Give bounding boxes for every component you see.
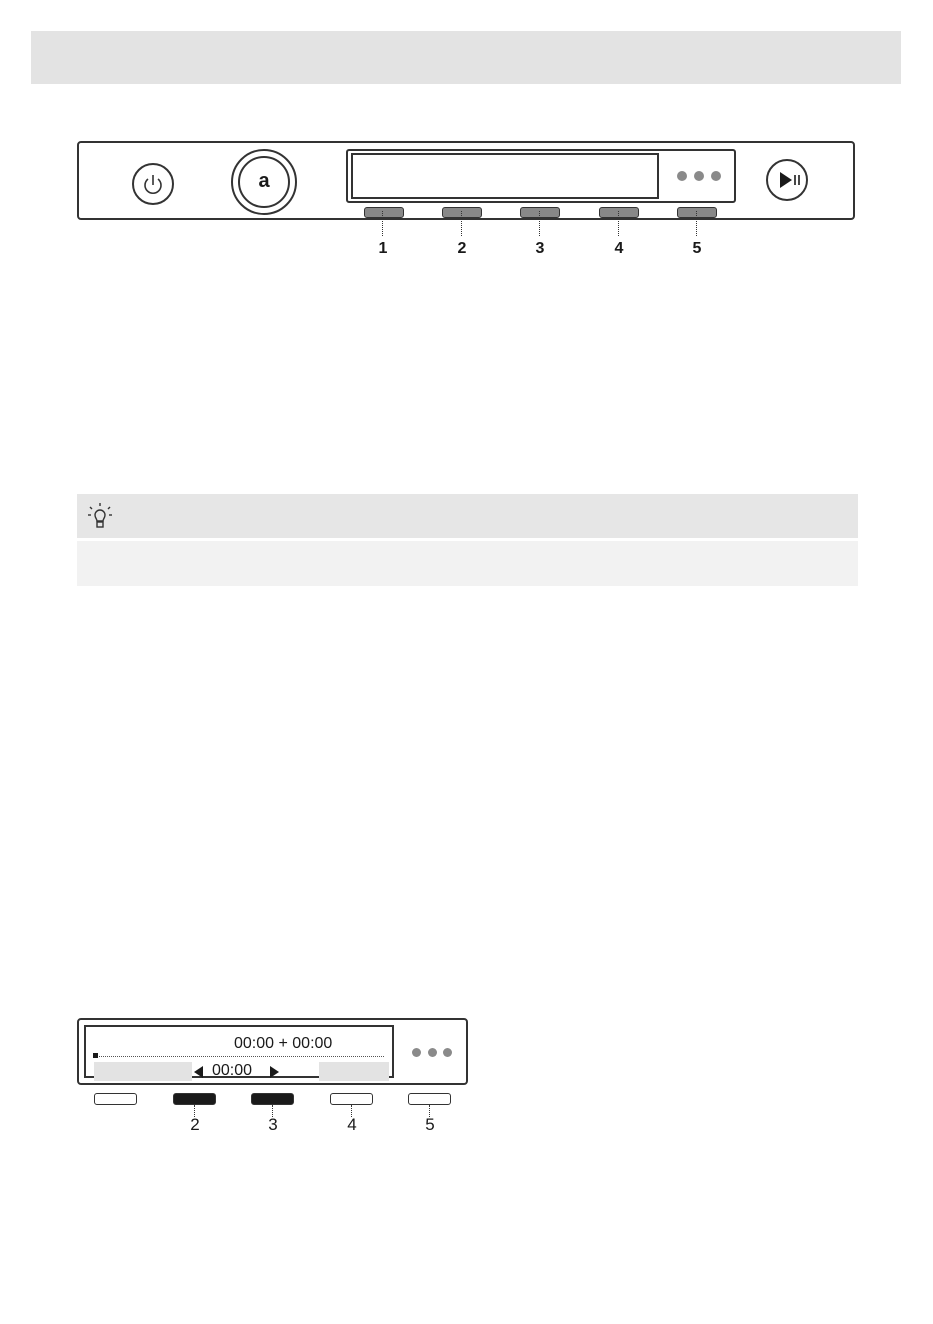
display-panel-detail xyxy=(77,1018,468,1085)
leader-line-4 xyxy=(618,211,619,236)
program-knob-center xyxy=(238,156,290,208)
dot xyxy=(694,171,704,181)
edit-time-readout: 00:00 xyxy=(212,1062,253,1079)
power-icon xyxy=(134,165,172,203)
dot xyxy=(443,1048,452,1057)
display-screen xyxy=(351,153,659,199)
soft-key-3-detail[interactable] xyxy=(251,1093,294,1105)
more-options-icon[interactable] xyxy=(677,171,721,183)
key-number-3-detail: 3 xyxy=(268,1115,278,1134)
dot xyxy=(428,1048,437,1057)
key-number-4-detail: 4 xyxy=(347,1115,357,1134)
soft-key-5-detail[interactable] xyxy=(408,1093,451,1105)
soft-key-4-detail[interactable] xyxy=(330,1093,373,1105)
soft-key-1-detail[interactable] xyxy=(94,1093,137,1105)
display-field-right xyxy=(319,1062,389,1081)
progress-marker xyxy=(93,1053,98,1058)
arrow-left-icon xyxy=(194,1066,203,1078)
dot xyxy=(677,171,687,181)
lightbulb-icon xyxy=(87,502,113,530)
key-number-2: 2 xyxy=(457,240,467,257)
total-time-readout: 00:00 + 00:00 xyxy=(234,1035,333,1052)
tip-body xyxy=(77,541,858,586)
leader-line-5 xyxy=(696,211,697,236)
dot xyxy=(711,171,721,181)
key-number-3: 3 xyxy=(535,240,545,257)
control-panel xyxy=(77,141,855,220)
tip-header xyxy=(77,494,858,538)
dot xyxy=(412,1048,421,1057)
leader-line-3 xyxy=(539,211,540,236)
key-number-1: 1 xyxy=(378,240,388,257)
leader-line-2 xyxy=(461,211,462,236)
key-number-2-detail: 2 xyxy=(190,1115,200,1134)
more-options-icon[interactable] xyxy=(412,1048,452,1058)
display-screen-detail xyxy=(84,1025,394,1078)
key-number-5-detail: 5 xyxy=(425,1115,435,1134)
arrow-right-icon xyxy=(270,1066,279,1078)
soft-key-5[interactable] xyxy=(677,207,717,218)
power-button[interactable] xyxy=(132,163,174,205)
soft-key-3[interactable] xyxy=(520,207,560,218)
program-knob-icon: a xyxy=(258,170,270,192)
soft-key-4[interactable] xyxy=(599,207,639,218)
soft-key-2[interactable] xyxy=(442,207,482,218)
leader-line-1 xyxy=(382,211,383,236)
soft-key-1[interactable] xyxy=(364,207,404,218)
display-field-left xyxy=(94,1062,192,1081)
progress-track xyxy=(94,1056,384,1057)
section-header-bar xyxy=(31,31,901,84)
key-number-4: 4 xyxy=(614,240,624,257)
key-number-5: 5 xyxy=(692,240,702,257)
soft-key-2-detail[interactable] xyxy=(173,1093,216,1105)
start-pause-button[interactable] xyxy=(766,159,808,201)
start-pause-icon xyxy=(768,161,806,199)
